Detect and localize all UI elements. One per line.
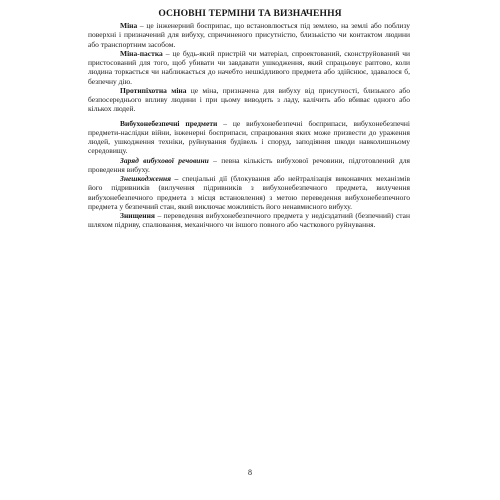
definition-text-mine: – це інженерний боєприпас, що встановлюється під землею, на землі або поблизу поверхні і призначений для вибуху, спричиненого присутністю, близькістю чи контактом людини або транспортним засобом. bbox=[88, 21, 410, 49]
definition-explosive-objects bbox=[88, 119, 410, 156]
term-neutralization: Знешкодження – bbox=[120, 174, 179, 183]
definition-text-destruction: – переведення вибухонебезпечного предмета у недієздатний (безпечний) стан шляхом підриву, спалювання, механічного чи іншого повного або часткового руйнування. bbox=[88, 211, 410, 230]
definition-antipersonnel-mine bbox=[88, 86, 410, 114]
document-body bbox=[88, 21, 410, 230]
definition-mine bbox=[88, 21, 410, 49]
page-number: 8 bbox=[248, 468, 252, 477]
definition-text-explosive-objects: – це вибухонебезпечні боєприпаси, вибухонебезпечні предмети-наслідки війни, інженерні боєприпаси, спрацювання яких може призвести до ураження людей, ушкодження техніки, руйнування будівель і споруд, заподіяння шкоди навколишньому середовищу. bbox=[88, 118, 410, 156]
definition-neutralization bbox=[88, 174, 410, 211]
definition-text-antipersonnel-mine: це міна, призначена для вибуху від присутності, близького або безпосереднього впливу людини і при цьому виводить з ладу, калічить або вбиває одного або кількох людей. bbox=[88, 85, 410, 114]
term-mine: Міна bbox=[120, 21, 138, 30]
term-explosive-objects: Вибухонебезпечні предмети bbox=[120, 118, 218, 128]
definition-text-neutralization: спеціальні дії (блокування або нейтралізація виконавчих механізмів його підривників (вилучення підривників з вибухонебезпечного предмета, вилучення вибухонебезпечного предмета з місця встановлення) з метою переведення вибухонебезпечного предмета у безпечний стан, який виключає можливість його ненавмисного вибуху. bbox=[88, 174, 410, 211]
term-destruction: Знищення bbox=[120, 211, 155, 220]
definition-booby-trap bbox=[88, 49, 410, 86]
definition-text-booby-trap: – це будь-який пристрій чи матеріал, спроектований, сконструйований чи пристосований для того, щоб убивати чи завдавати ушкодження, який спрацьовує раптово, коли людина торкається чи наближається до начебто нешкідливого предмета або здійснює, здавалося б, безпечну дію. bbox=[88, 48, 410, 86]
definition-destruction bbox=[88, 211, 410, 230]
page-title: ОСНОВНІ ТЕРМІНИ ТА ВИЗНАЧЕННЯ bbox=[158, 8, 342, 19]
term-booby-trap: Міна-пастка bbox=[120, 48, 163, 58]
definition-text-explosive-charge: – певна кількість вибухової речовини, підготовлений для проведення вибуху. bbox=[88, 155, 411, 174]
term-antipersonnel-mine: Протипіхотна міна bbox=[120, 85, 187, 95]
definition-explosive-charge bbox=[88, 156, 410, 175]
term-explosive-charge: Заряд вибухової речовини bbox=[120, 155, 209, 165]
